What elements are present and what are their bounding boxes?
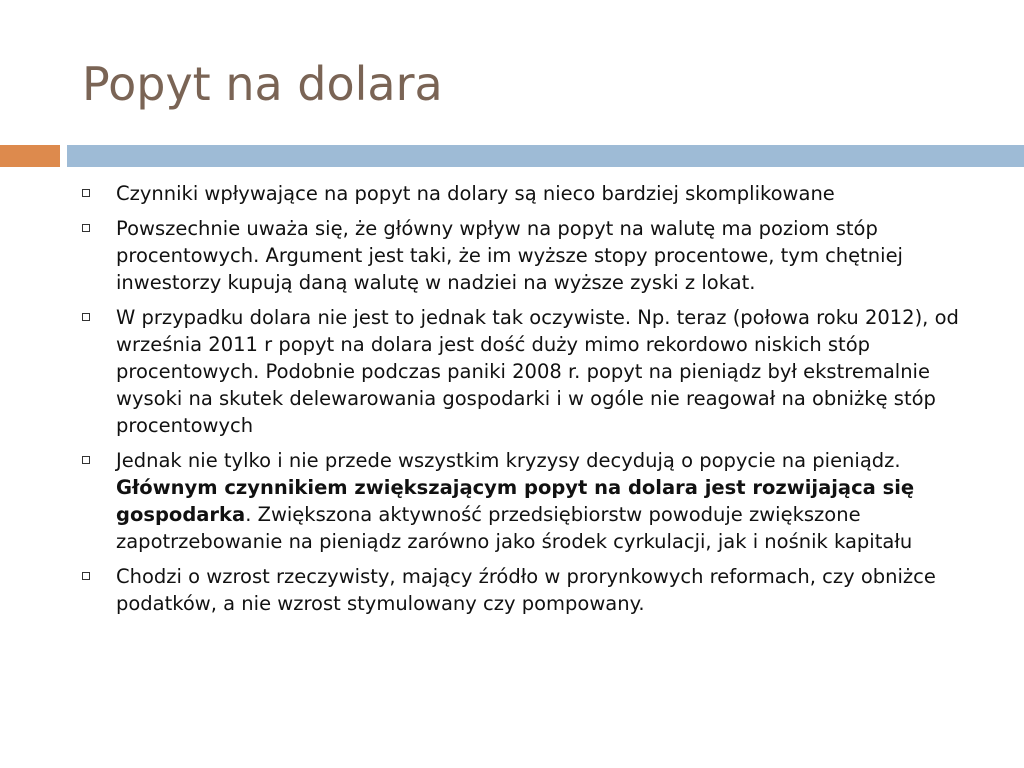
bullet-list — [82, 180, 962, 625]
bullet-item — [82, 447, 962, 555]
slide-title: Popyt na dolara — [82, 57, 443, 111]
square-bullet-icon — [82, 224, 90, 232]
square-bullet-icon — [82, 456, 90, 464]
bullet-text: W przypadku dolara nie jest to jednak tak oczywiste. Np. teraz (połowa roku 2012), od września 2011 r popyt na dolara jest dość duży mimo rekordowo niskich stóp procentowych. Podobnie podczas paniki 2008 r. popyt na pieniądz był ekstremalnie wysoki na skutek delewarowania gospodarki i w ogóle nie reagował na obniżkę stóp procentowych — [116, 306, 959, 437]
accent-bar-orange — [0, 145, 60, 167]
bullet-text-after: . Zwiększona aktywność przedsiębiorstw powoduje zwiększone zapotrzebowanie na pieniądz zarówno jako środek cyrkulacji, jak i nośnik kapitału — [116, 503, 913, 553]
accent-bar-blue — [67, 145, 1024, 167]
bullet-text: Chodzi o wzrost rzeczywisty, mający źródło w prorynkowych reformach, czy obniżce podatków, a nie wzrost stymulowany czy pompowany. — [116, 565, 936, 615]
bullet-item — [82, 304, 962, 439]
bullet-text-bold: Głównym czynnikiem zwiększającym popyt na dolara jest rozwijająca się gospodarka — [116, 476, 915, 526]
square-bullet-icon — [82, 572, 90, 580]
bullet-text: Powszechnie uważa się, że główny wpływ na popyt na walutę ma poziom stóp procentowych. Argument jest taki, że im wyższe stopy procentowe, tym chętniej inwestorzy kupują daną walutę w nadziei na wyższe zyski z lokat. — [116, 217, 903, 294]
square-bullet-icon — [82, 189, 90, 197]
bullet-item — [82, 215, 962, 296]
square-bullet-icon — [82, 313, 90, 321]
bullet-item — [82, 563, 962, 617]
bullet-item — [82, 180, 962, 207]
bullet-text-before: Jednak nie tylko i nie przede wszystkim kryzysy decydują o popycie na pieniądz. — [116, 449, 901, 472]
bullet-text: Czynniki wpływające na popyt na dolary są nieco bardziej skomplikowane — [116, 182, 835, 205]
